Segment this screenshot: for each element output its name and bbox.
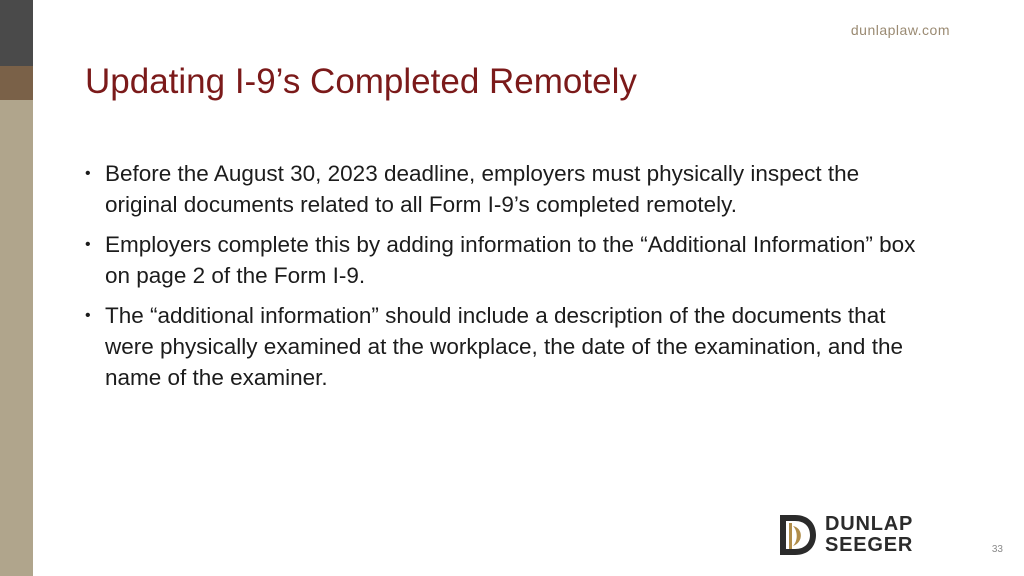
bullet-text: Before the August 30, 2023 deadline, employers must physically inspect the original documents related to all Form I-9’s completed remotely. (105, 161, 860, 217)
logo-mark-icon (779, 514, 817, 556)
logo-text-seeger: SEEGER (825, 534, 914, 556)
page-title: Updating I-9’s Completed Remotely (85, 62, 637, 101)
page-number: 33 (991, 544, 1003, 555)
site-url: dunlaplaw.com (850, 22, 950, 38)
sidebar-tan-segment (0, 100, 33, 576)
bullet-text: The “additional information” should include a description of the documents that were physically examined at the workplace, the date of the examination, and the name of the examiner. (105, 303, 903, 390)
bullet-item (85, 229, 925, 291)
bullet-icon: • (85, 165, 91, 182)
bullet-icon: • (85, 236, 91, 253)
sidebar-decoration (0, 0, 33, 576)
sidebar-brown-segment (0, 66, 33, 100)
bullet-list (85, 158, 925, 402)
dunlap-seeger-logo (779, 514, 951, 556)
logo-text-dunlap: DUNLAP (825, 513, 914, 535)
bullet-item (85, 300, 925, 393)
bullet-item (85, 158, 925, 220)
bullet-icon: • (85, 307, 91, 324)
sidebar-dark-segment (0, 0, 33, 66)
bullet-text: Employers complete this by adding information to the “Additional Information” box on page 2 of the Form I-9. (105, 232, 916, 288)
